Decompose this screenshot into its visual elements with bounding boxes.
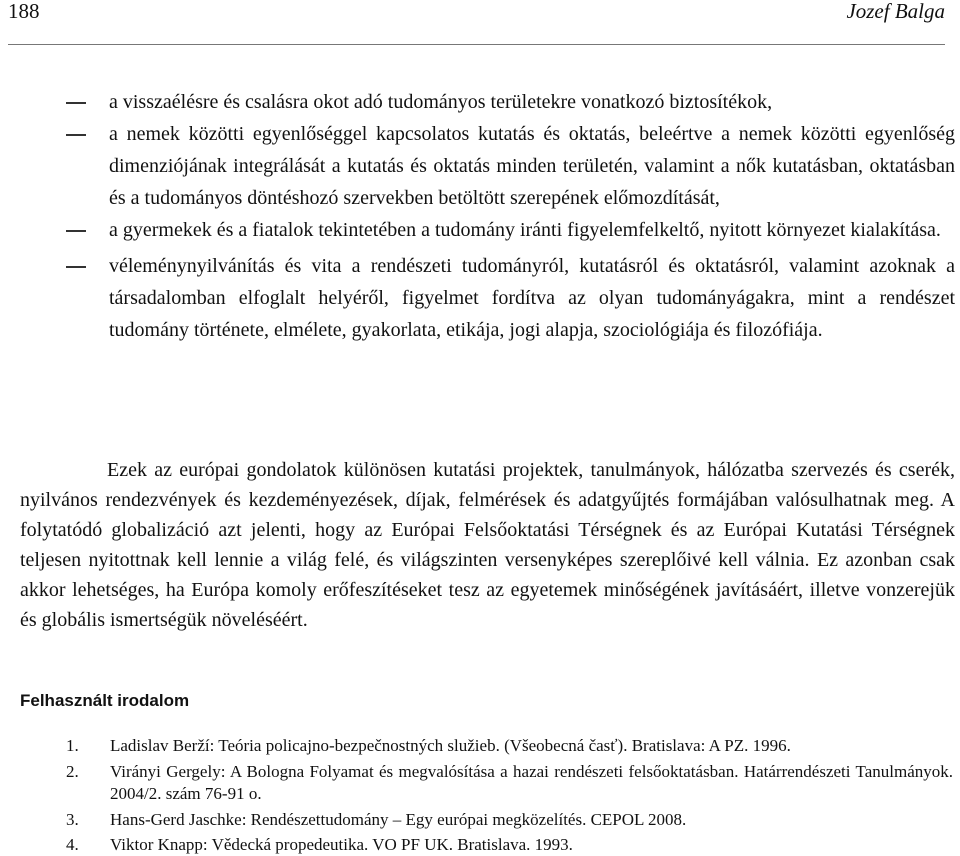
reference-number: 3. bbox=[66, 810, 79, 829]
bullet-item bbox=[0, 86, 960, 118]
bullet-text: a visszaélésre és csalásra okot adó tudományos területekre vonatkozó biztosítékok, bbox=[109, 91, 773, 113]
reference-item bbox=[0, 761, 960, 805]
bullet-item bbox=[0, 118, 960, 214]
bullet-item bbox=[0, 250, 960, 346]
bullet-text: a nemek közötti egyenlőséggel kapcsolatos kutatás és oktatás, beleértve a nemek közötti egyenlőség dimenziójának integrálását a kutatás és oktatás minden területén, valamint a nők kutatásban, oktatásban és a tudományos döntéshozó szervekben betöltött szerepének előmozdítását, bbox=[109, 123, 955, 209]
dash-bullet-icon bbox=[66, 266, 86, 268]
reference-number: 4. bbox=[66, 835, 79, 854]
body-paragraph: Ezek az európai gondolatok különösen kutatási projektek, tanulmányok, hálózatba szervezés és cserék, nyilvános rendezvények és kezdeményezések, díjak, felmérések és adatgyűjtés formájában valósulhatnak meg. A folytatódó globalizáció azt jelenti, hogy az Európai Felsőoktatási Térségnek és az Európai Kutatási Térségnek teljesen nyitottnak kell lennie a világ felé, és világszinten versenyképes szereplőivé kell válnia. Ez azonban csak akkor lehetséges, ha Európa komoly erőfeszítéseket tesz az egyetemek minőségének javításáért, illetve vonzerejük és globális ismertségük növeléséért. bbox=[20, 459, 955, 631]
dash-bullet-icon bbox=[66, 102, 86, 104]
page-header bbox=[8, 0, 945, 45]
running-header-author: Jozef Balga bbox=[846, 0, 945, 23]
reference-number: 1. bbox=[66, 736, 79, 755]
reference-item bbox=[0, 809, 960, 831]
reference-item bbox=[0, 735, 960, 757]
reference-text: Virányi Gergely: A Bologna Folyamat és megvalósítása a hazai rendészeti felsőoktatásban. Határrendészeti Tanulmányok. 2004/2. szám 76-91 o. bbox=[110, 762, 953, 803]
bullet-text: a gyermekek és a fiatalok tekintetében a tudomány iránti figyelemfelkeltő, nyitott környezet kialakítása. bbox=[109, 219, 941, 241]
reference-text: Viktor Knapp: Vědecká propedeutika. VO PF UK. Bratislava. 1993. bbox=[110, 835, 573, 854]
reference-text: Ladislav Berží: Teória policajno-bezpečnostných služieb. (Všeobecná časť). Bratislava: A PZ. 1996. bbox=[110, 736, 791, 755]
bullet-list bbox=[0, 86, 960, 346]
dash-bullet-icon bbox=[66, 230, 86, 232]
reference-text: Hans-Gerd Jaschke: Rendészettudomány – Egy európai megközelítés. CEPOL 2008. bbox=[110, 810, 687, 829]
bullet-text: véleménynyilvánítás és vita a rendészeti tudományról, kutatásról és oktatásról, valamint azoknak a társadalomban elfoglalt helyéről, figyelmet fordítva az olyan tudományágakra, mint a rendészet tudomány története, elmélete, gyakorlata, etikája, jogi alapja, szociológiája és filozófiája. bbox=[109, 255, 955, 341]
references-heading: Felhasznált irodalom bbox=[20, 691, 190, 710]
reference-number: 2. bbox=[66, 762, 79, 781]
dash-bullet-icon bbox=[66, 134, 86, 136]
references-list bbox=[0, 735, 960, 856]
page-number: 188 bbox=[8, 0, 40, 23]
bullet-item bbox=[0, 214, 960, 246]
